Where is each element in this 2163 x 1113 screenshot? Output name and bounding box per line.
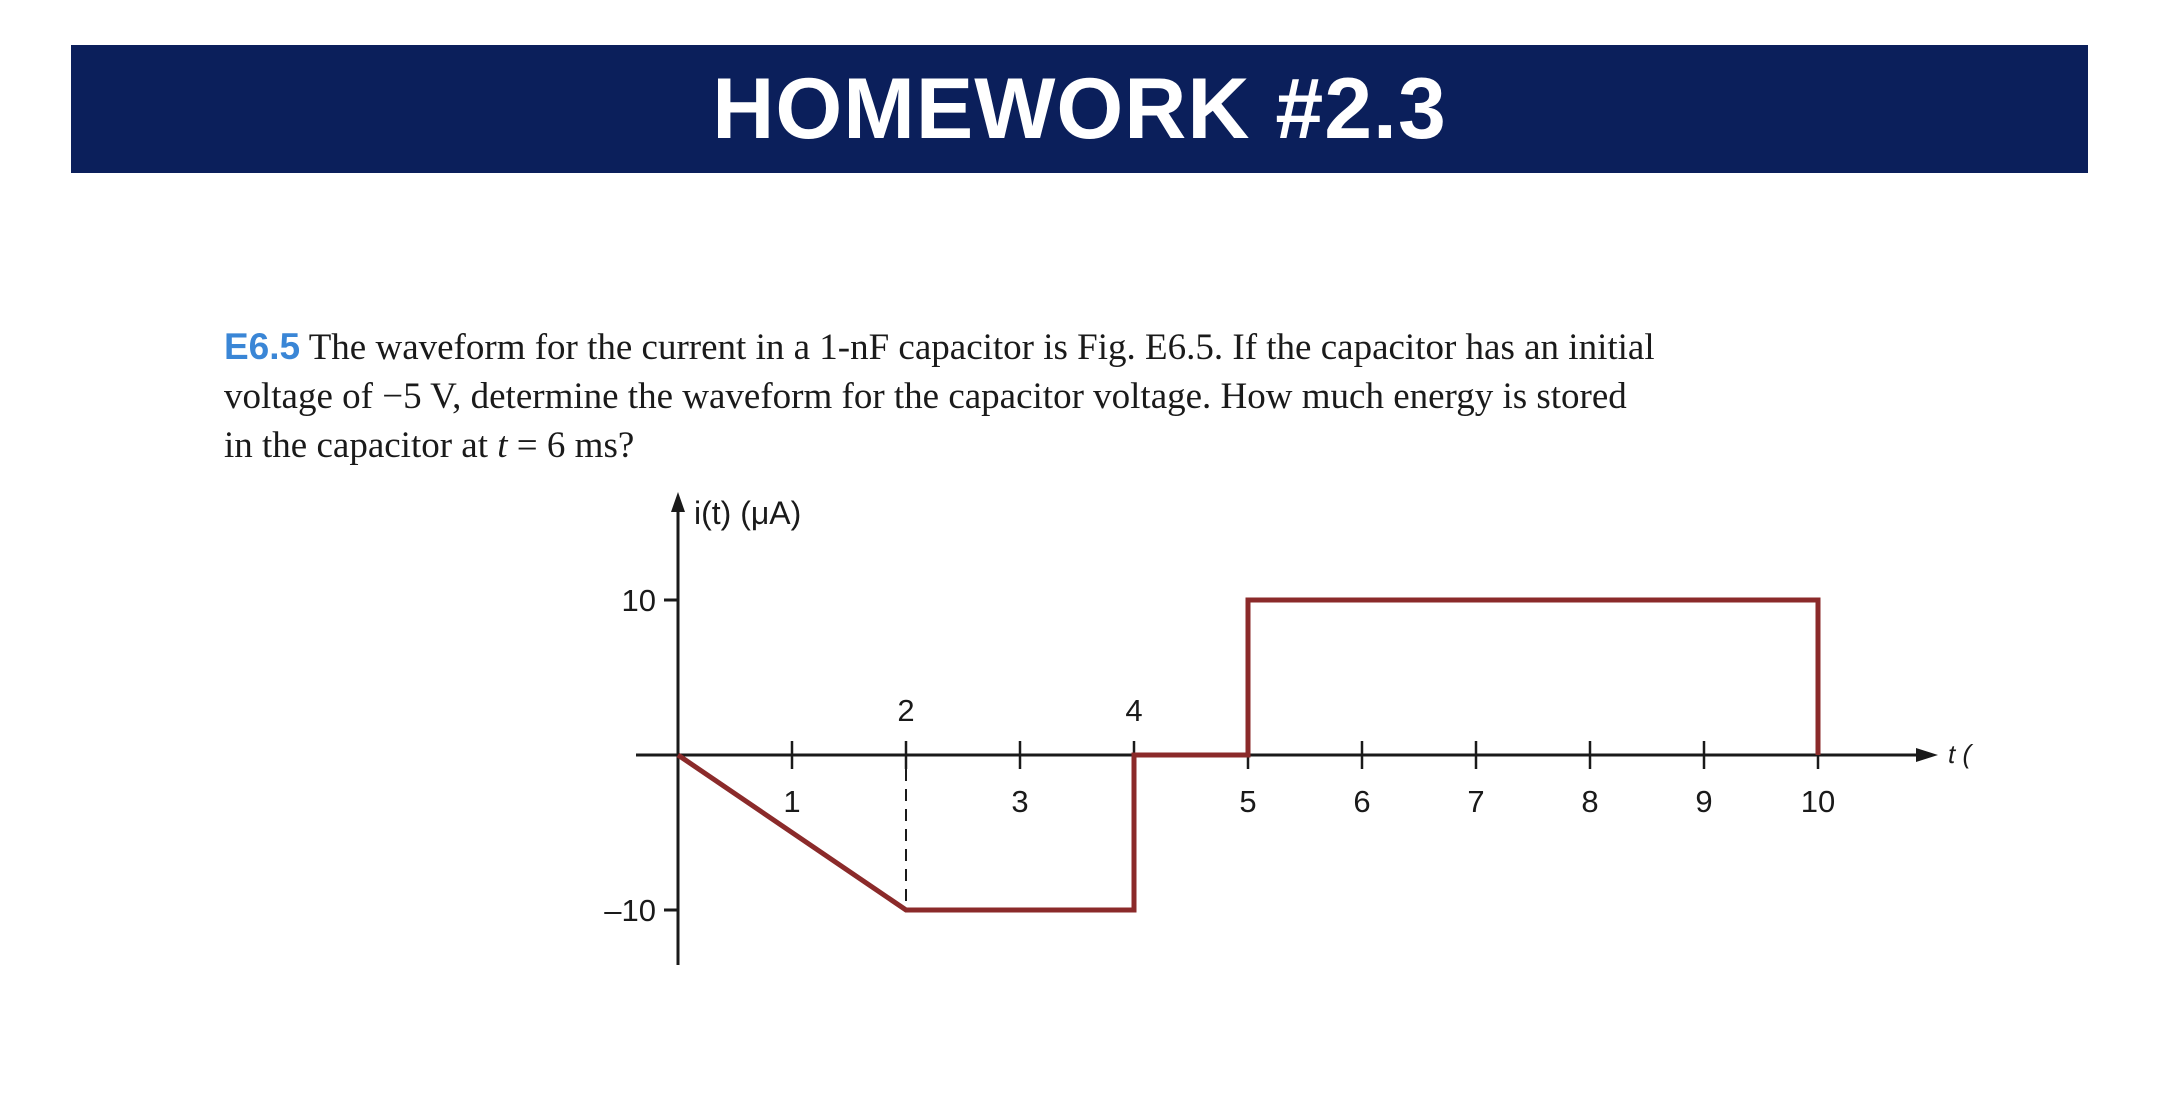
x-tick-label: 3 xyxy=(1011,784,1029,819)
x-tick-label: 2 xyxy=(897,693,915,728)
x-axis-arrow xyxy=(1916,748,1938,762)
x-tick-label: 5 xyxy=(1239,784,1257,819)
axes-layer xyxy=(636,492,1938,965)
problem-line-3-prefix: in the capacitor at xyxy=(224,425,498,466)
page-title: HOMEWORK #2.3 xyxy=(712,61,1447,157)
y-axis-label: i(t) (μA) xyxy=(694,495,802,531)
x-tick-label: 7 xyxy=(1467,784,1485,819)
problem-line-3-suffix: = 6 ms? xyxy=(507,425,635,466)
y-tick-label: –10 xyxy=(604,893,656,928)
problem-number: E6.5 xyxy=(224,326,301,367)
x-tick-label: 8 xyxy=(1581,784,1599,819)
y-tick-label: 10 xyxy=(621,583,656,618)
labels-layer xyxy=(604,495,1973,928)
x-tick-label: 9 xyxy=(1695,784,1713,819)
problem-line-1-text: The waveform for the current in a 1-nF capacitor is Fig. E6.5. If the capacitor has an initial xyxy=(300,327,1655,368)
x-axis-label: t ( xyxy=(1948,739,1972,769)
x-tick-label: 10 xyxy=(1800,784,1836,819)
x-tick-label: 4 xyxy=(1125,693,1143,728)
x-tick-label: 6 xyxy=(1353,784,1371,819)
x-tick-label: 1 xyxy=(783,784,801,819)
y-axis-arrow xyxy=(671,492,685,512)
problem-line-2: voltage of −5 V, determine the waveform for the capacitor voltage. How much energy is stored xyxy=(224,376,1627,417)
problem-line-3-var: t xyxy=(497,425,508,466)
